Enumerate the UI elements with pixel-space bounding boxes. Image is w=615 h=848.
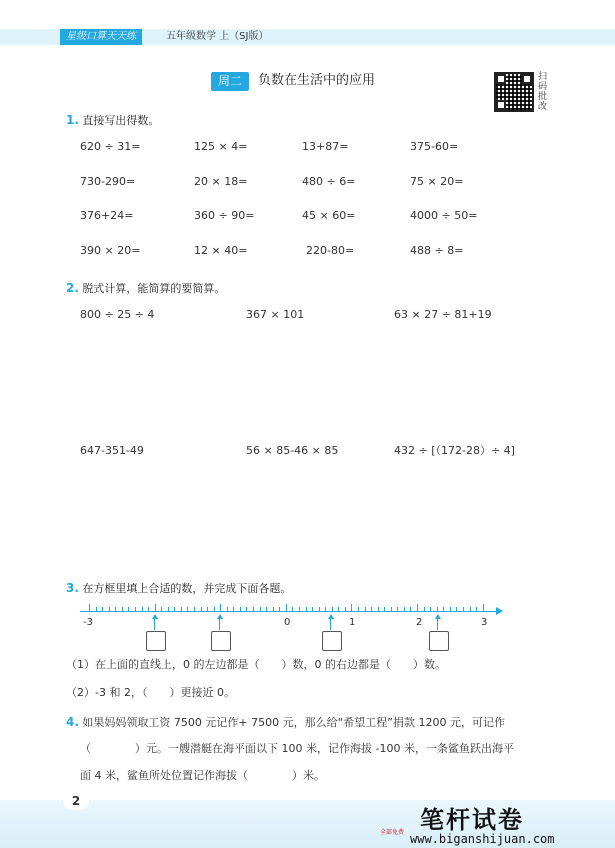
number-line-tick <box>332 607 333 612</box>
problem: 45 × 60= <box>302 209 356 222</box>
number-line-tick <box>450 607 451 612</box>
section4-line1 <box>66 715 505 730</box>
number-line-tick <box>220 604 221 612</box>
pointer-line <box>330 618 331 630</box>
number-line-tick <box>168 607 169 612</box>
calc-problem: 432 ÷ [（172-28）÷ 4] <box>394 444 515 457</box>
number-line-tick <box>371 607 372 612</box>
number-line-tick <box>109 607 110 612</box>
number-line-tick <box>115 607 116 612</box>
number-line-tick <box>194 607 195 612</box>
number-line-tick <box>483 604 484 612</box>
problem: 12 × 40= <box>194 244 248 257</box>
pointer-line <box>437 618 438 630</box>
section1-number: 1. <box>66 113 79 127</box>
section4-line3: 面 4 米，鲨鱼所处位置记作海拔（ ）米。 <box>80 769 325 782</box>
number-line-axis <box>80 611 498 612</box>
section1-heading <box>66 112 159 129</box>
section3-heading <box>66 580 291 597</box>
number-line-tick <box>181 607 182 612</box>
number-line-tick <box>430 607 431 612</box>
number-line-tick <box>292 607 293 612</box>
qr-code-icon[interactable] <box>494 72 534 112</box>
qr-eye-icon <box>522 74 532 84</box>
question-3-2: （2）-3 和 2，（ ）更接近 0。 <box>66 686 235 699</box>
section1-label: 直接写出得数。 <box>82 114 160 127</box>
header-subtitle: 五年级数学 上（SJ版） <box>166 31 269 42</box>
number-line-tick <box>325 607 326 612</box>
number-line-tick <box>89 604 90 612</box>
number-line-tick <box>358 607 359 612</box>
number-line-tick <box>463 607 464 612</box>
problem: 13+87= <box>302 140 349 153</box>
section3-label: 在方框里填上合适的数，并完成下面各题。 <box>82 582 292 595</box>
problem: 620 ÷ 31= <box>80 140 141 153</box>
number-line-tick <box>122 607 123 612</box>
number-line-tick <box>201 607 202 612</box>
arrow-up-icon <box>328 614 334 619</box>
tick-label: 2 <box>416 617 423 628</box>
number-line-tick <box>306 607 307 612</box>
number-line-tick <box>246 607 247 612</box>
arrow-up-icon <box>217 614 223 619</box>
question-3-1: （1）在上面的直线上，0 的左边都是（ ）数，0 的右边都是（ ）数。 <box>66 658 446 671</box>
day-badge: 周二 <box>211 72 249 91</box>
number-line-tick <box>391 607 392 612</box>
problem: 375-60= <box>410 140 459 153</box>
number-line-tick <box>338 607 339 612</box>
number-line-tick <box>279 607 280 612</box>
scan-label: 扫码批改 <box>538 72 548 112</box>
page-title: 负数在生活中的应用 <box>258 73 376 88</box>
number-line-tick <box>174 607 175 612</box>
number-line-tick <box>378 607 379 612</box>
section4-number: 4. <box>66 715 79 729</box>
number-line-tick <box>476 607 477 612</box>
number-line-tick <box>424 607 425 612</box>
number-line-tick <box>214 607 215 612</box>
number-line-tick <box>240 607 241 612</box>
watermark-badge: 全部免费 <box>380 829 405 836</box>
number-line-tick <box>397 607 398 612</box>
qr-eye-icon <box>496 74 506 84</box>
number-line-tick <box>365 607 366 612</box>
number-line-tick <box>286 604 287 612</box>
calc-problem: 367 × 101 <box>246 308 305 321</box>
section2-number: 2. <box>66 281 79 295</box>
watermark-title: 笔杆试卷 <box>420 806 524 834</box>
number-line-tick <box>128 607 129 612</box>
tick-label: -3 <box>83 617 93 628</box>
tick-label: 0 <box>284 617 291 628</box>
number-line-tick <box>273 607 274 612</box>
number-line-tick <box>102 607 103 612</box>
arrow-right-icon <box>496 607 503 615</box>
number-line-tick <box>233 607 234 612</box>
answer-box[interactable] <box>146 631 166 651</box>
number-line-tick <box>437 607 438 612</box>
answer-box[interactable] <box>322 631 342 651</box>
problem: 376+24= <box>80 209 134 222</box>
number-line-tick <box>227 607 228 612</box>
watermark-url: www.biganshijuan.com <box>410 832 555 846</box>
number-line-tick <box>207 607 208 612</box>
number-line-tick <box>384 607 385 612</box>
number-line-tick <box>187 607 188 612</box>
number-line-tick <box>443 607 444 612</box>
problem: 390 × 20= <box>80 244 141 257</box>
number-line-tick <box>260 607 261 612</box>
number-line-tick <box>142 607 143 612</box>
number-line-tick <box>351 604 352 612</box>
problem: 75 × 20= <box>410 175 464 188</box>
page-number: 2 <box>63 792 89 810</box>
pointer-line <box>219 618 220 630</box>
section2-label: 脱式计算，能简算的要简算。 <box>82 282 226 295</box>
tick-label: 3 <box>481 617 488 628</box>
calc-problem: 56 × 85-46 × 85 <box>246 444 339 457</box>
number-line-tick <box>345 607 346 612</box>
problem: 480 ÷ 6= <box>302 175 356 188</box>
number-line-tick <box>266 607 267 612</box>
number-line-tick <box>161 607 162 612</box>
calc-problem: 63 × 27 ÷ 81+19 <box>394 308 492 321</box>
problem: 20 × 18= <box>194 175 248 188</box>
problem: 360 ÷ 90= <box>194 209 255 222</box>
number-line-tick <box>155 604 156 612</box>
answer-box[interactable] <box>211 631 231 651</box>
number-line-tick <box>319 607 320 612</box>
arrow-up-icon <box>152 614 158 619</box>
problem: 220-80= <box>306 244 355 257</box>
section4-line2: （ ）元。一艘潜艇在海平面以下 100 米，记作海拔 -100 米，一条鲨鱼跃出海平 <box>80 742 514 755</box>
number-line-tick <box>410 607 411 612</box>
number-line-tick <box>135 607 136 612</box>
arrow-up-icon <box>435 614 441 619</box>
number-line-tick <box>96 607 97 612</box>
problem: 4000 ÷ 50= <box>410 209 478 222</box>
section2-heading <box>66 280 225 297</box>
answer-box[interactable] <box>429 631 449 651</box>
number-line-tick <box>253 607 254 612</box>
series-tag: 星级口算天天练 <box>60 29 142 45</box>
qr-eye-icon <box>496 100 506 110</box>
problem: 730-290= <box>80 175 136 188</box>
number-line-tick <box>456 607 457 612</box>
problem: 125 × 4= <box>194 140 248 153</box>
number-line-tick <box>148 607 149 612</box>
section4-text: 如果妈妈领取工资 7500 元记作+ 7500 元，那么给“希望工程”捐款 1200 元，可记作 <box>82 716 505 729</box>
tick-label: 1 <box>349 617 356 628</box>
number-line-tick <box>312 607 313 612</box>
section3-number: 3. <box>66 581 79 595</box>
calc-problem: 647-351-49 <box>80 444 144 457</box>
calc-problem: 800 ÷ 25 ÷ 4 <box>80 308 155 321</box>
number-line-tick <box>299 607 300 612</box>
number-line-tick <box>417 604 418 612</box>
problem: 488 ÷ 8= <box>410 244 464 257</box>
number-line-tick <box>404 607 405 612</box>
number-line-tick <box>470 607 471 612</box>
pointer-line <box>154 618 155 630</box>
